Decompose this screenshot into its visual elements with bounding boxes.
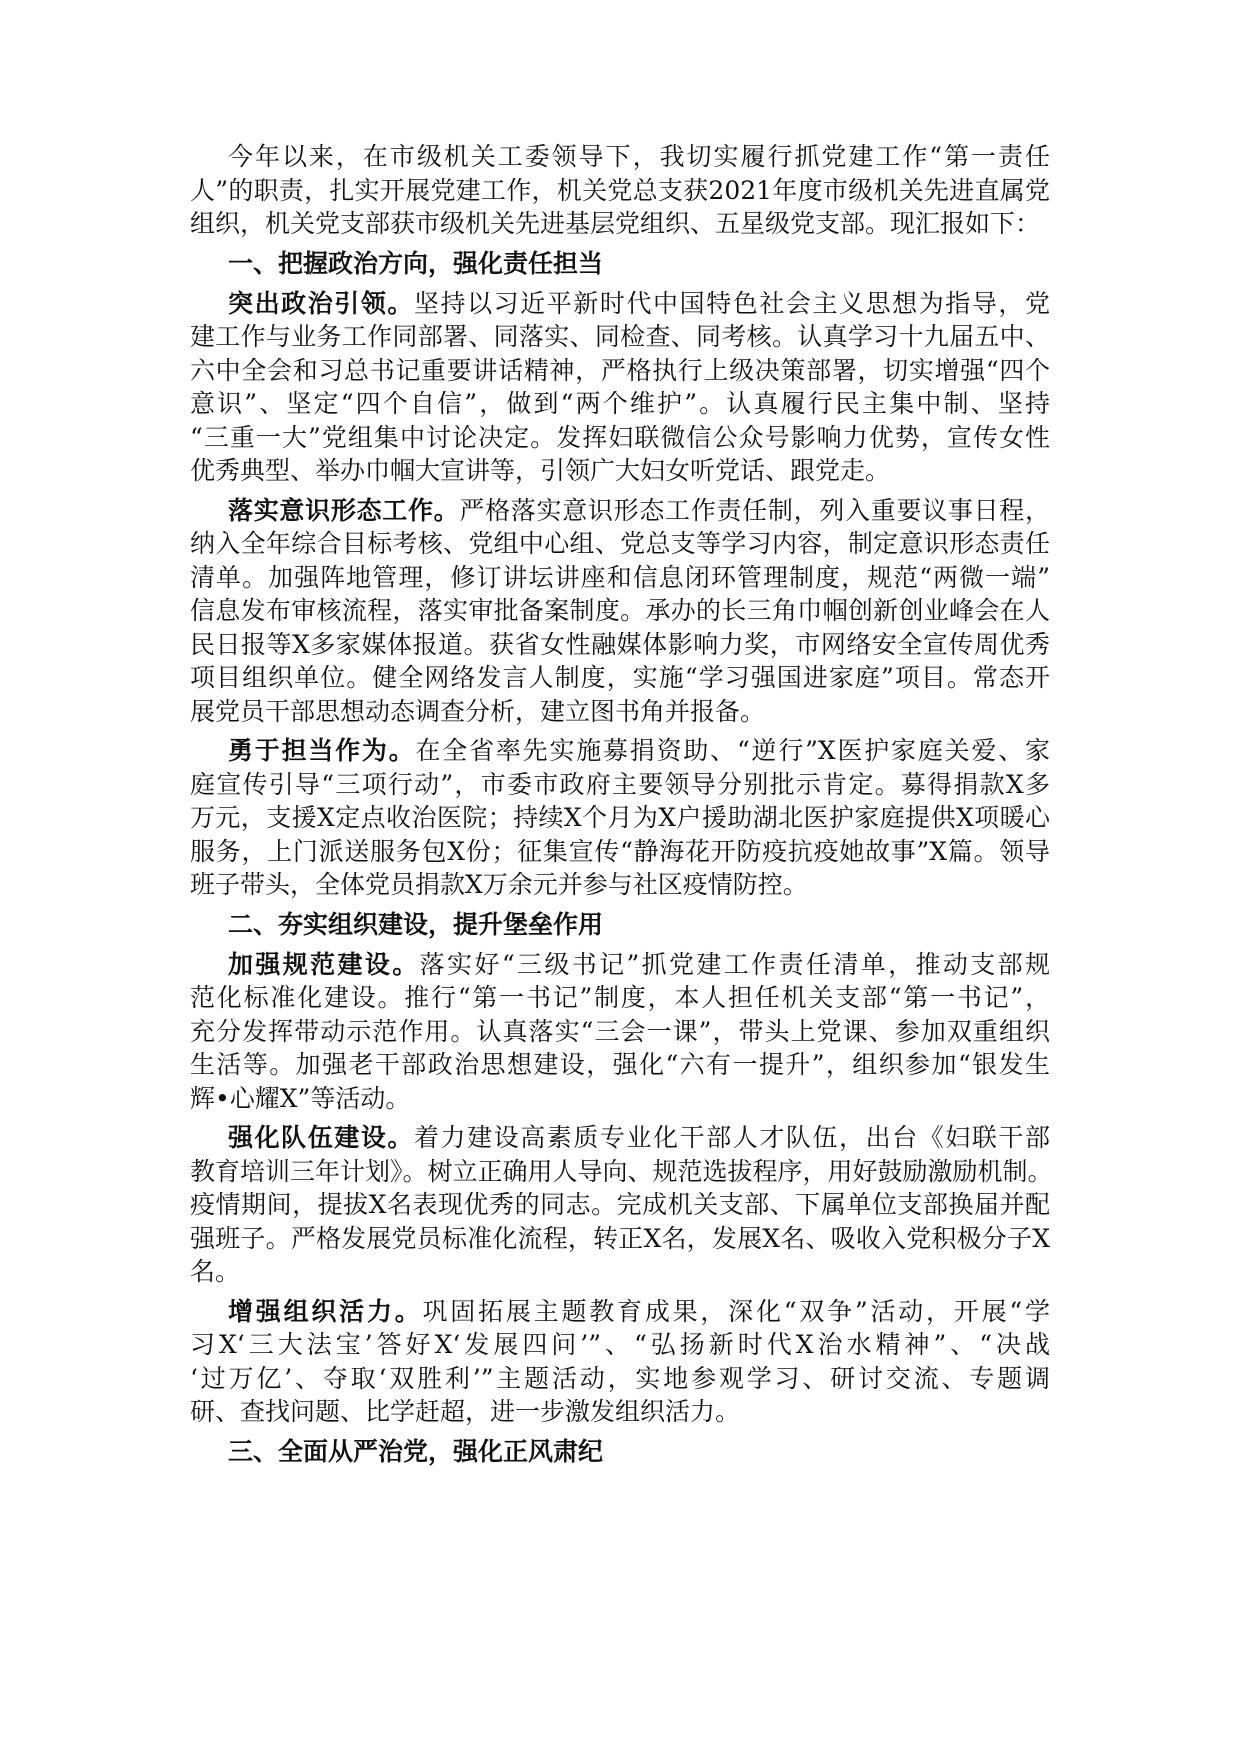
line-text: 组织，机关党支部获市级机关先进基层党组织、五星级党支部。现汇报如下： bbox=[190, 209, 1041, 238]
line-text: 建工作与业务工作同部署、同落实、同检查、同考核。认真学习十九届五中、 bbox=[190, 322, 1050, 351]
line-text: 六中全会和习总书记重要讲话精神，严格执行上级决策部署，切实增强“四个 bbox=[190, 355, 1050, 385]
text-line bbox=[190, 1328, 1050, 1362]
text-line bbox=[190, 454, 1050, 488]
paragraph bbox=[190, 140, 1050, 241]
text-line bbox=[190, 1255, 1050, 1289]
paragraph-lead: 加强规范建设。 bbox=[228, 949, 420, 979]
text-line bbox=[190, 695, 1050, 729]
line-text: 项目组织单位。健全网络发言人制度，实施“学习强国进家庭”项目。常态开 bbox=[190, 663, 1050, 692]
text-line bbox=[190, 628, 1050, 662]
text-line bbox=[190, 1222, 1050, 1256]
document-body bbox=[190, 140, 1053, 1469]
text-line bbox=[190, 1395, 1050, 1429]
text-line bbox=[190, 1362, 1050, 1396]
text-line bbox=[190, 868, 1050, 902]
section-heading-block bbox=[190, 908, 1050, 942]
paragraph-lead: 增强组织活力。 bbox=[228, 1296, 423, 1326]
line-text: ‘过万亿’、夺取‘双胜利’”主题活动，实地参观学习、研讨交流、专题调 bbox=[190, 1363, 1050, 1393]
line-text: 清单。加强阵地管理，修订讲坛讲座和信息闭环管理制度，规范“两微一端” bbox=[190, 562, 1050, 592]
line-text: 人”的职责，扎实开展党建工作，机关党总支获2021年度市级机关先进直属党 bbox=[190, 175, 1050, 205]
text-line bbox=[190, 421, 1050, 455]
paragraph bbox=[190, 494, 1050, 729]
line-text: 优秀典型、举办巾帼大宣讲等，引领广大妇女听党话、跟党走。 bbox=[190, 456, 891, 485]
text-line bbox=[190, 1082, 1050, 1116]
line-text: 强班子。严格发展党员标准化流程，转正X名，发展X名、吸收入党积极分子X bbox=[190, 1223, 1050, 1253]
line-text: 充分发挥带动示范作用。认真落实“三会一课”，带头上党课、参加双重组织 bbox=[190, 1016, 1050, 1046]
line-text: 范化标准化建设。推行“第一书记”制度，本人担任机关支部“第一书记”， bbox=[190, 983, 1050, 1012]
line-text: 展党员干部思想动态调查分析，建立图书角并报备。 bbox=[190, 696, 766, 726]
text-line bbox=[190, 354, 1050, 388]
text-line bbox=[190, 981, 1050, 1015]
text-line bbox=[190, 1015, 1050, 1049]
line-text: 民日报等X多家媒体报道。获省女性融媒体影响力奖，市网络安全宣传周优秀 bbox=[190, 629, 1050, 659]
line-text: 今年以来，在市级机关工委领导下，我切实履行抓党建工作“第一责任 bbox=[228, 142, 1050, 171]
text-line bbox=[190, 287, 1050, 321]
line-text: 在全省率先实施募捐资助、“逆行”X医护家庭关爱、家 bbox=[415, 736, 1050, 765]
section-heading: 三、全面从严治党，强化正风肃纪 bbox=[228, 1436, 604, 1466]
text-line bbox=[190, 1295, 1050, 1329]
paragraph-lead: 突出政治引领。 bbox=[228, 288, 414, 318]
text-line bbox=[190, 1048, 1050, 1082]
line-text: 班子带头，全体党员捐款X万余元并参与社区疫情防控。 bbox=[190, 870, 808, 899]
text-line bbox=[190, 140, 1050, 174]
line-text: 庭宣传引导“三项行动”，市委市政府主要领导分别批示肯定。募得捐款X多 bbox=[190, 769, 1050, 799]
line-text: 生活等。加强老干部政治思想建设，强化“六有一提升”，组织参加“银发生 bbox=[190, 1050, 1050, 1079]
paragraph-lead: 勇于担当作为。 bbox=[228, 736, 416, 765]
text-line bbox=[190, 801, 1050, 835]
line-text: 坚持以习近平新时代中国特色社会主义思想为指导，党 bbox=[413, 288, 1050, 318]
text-line bbox=[190, 561, 1050, 595]
line-text: 疫情期间，提拔X名表现优秀的同志。完成机关支部、下属单位支部换届并配 bbox=[190, 1190, 1050, 1219]
section-heading: 二、夯实组织建设，提升堡垒作用 bbox=[228, 909, 604, 939]
text-line bbox=[190, 1188, 1050, 1222]
text-line bbox=[190, 1121, 1050, 1155]
text-line bbox=[190, 1155, 1053, 1189]
line-text: 巩固拓展主题教育成果，深化“双争”活动，开展“学 bbox=[422, 1296, 1050, 1326]
line-text: “三重一大”党组集中讨论决定。发挥妇联微信公众号影响力优势，宣传女性 bbox=[190, 422, 1050, 452]
section-heading-block bbox=[190, 247, 1050, 281]
text-line bbox=[190, 174, 1050, 208]
paragraph-lead: 落实意识形态工作。 bbox=[228, 495, 460, 525]
line-text: 服务，上门派送服务包X份；征集宣传“静海花开防疫抗疫她故事”X篇。领导 bbox=[190, 836, 1050, 866]
line-text: 辉•心耀X”等活动。 bbox=[190, 1083, 411, 1113]
paragraph bbox=[190, 1295, 1050, 1429]
text-line bbox=[190, 320, 1050, 354]
line-text: 教育培训三年计划》。树立正确用人导向、规范选拔程序，用好鼓励激励机制。 bbox=[190, 1156, 1053, 1186]
text-line bbox=[190, 948, 1050, 982]
line-text: 名。 bbox=[190, 1257, 241, 1286]
line-text: 落实好“三级书记”抓党建工作责任清单，推动支部规 bbox=[419, 949, 1050, 979]
paragraph bbox=[190, 734, 1050, 902]
line-text: 习X‘三大法宝’答好X‘发展四问’”、“弘扬新时代X治水精神”、“决战 bbox=[190, 1330, 1050, 1359]
text-line bbox=[190, 594, 1050, 628]
line-text: 严格落实意识形态工作责任制，列入重要议事日程， bbox=[459, 495, 1050, 525]
paragraph-lead: 强化队伍建设。 bbox=[228, 1123, 414, 1152]
section-heading-block bbox=[190, 1435, 1050, 1469]
text-line bbox=[190, 494, 1050, 528]
text-line bbox=[190, 768, 1050, 802]
paragraph bbox=[190, 1121, 1053, 1289]
line-text: 意识”、坚定“四个自信”，做到“两个维护”。认真履行民主集中制、坚持 bbox=[190, 389, 1050, 418]
line-text: 信息发布审核流程，落实审批备案制度。承办的长三角巾帼创新创业峰会在人 bbox=[190, 596, 1050, 625]
line-text: 万元，支援X定点收治医院；持续X个月为X户援助湖北医护家庭提供X项暖心 bbox=[190, 803, 1050, 832]
section-heading: 一、把握政治方向，强化责任担当 bbox=[228, 248, 604, 278]
line-text: 着力建设高素质专业化干部人才队伍，出台《妇联干部 bbox=[413, 1123, 1050, 1152]
text-line bbox=[190, 835, 1050, 869]
line-text: 纳入全年综合目标考核、党组中心组、党总支等学习内容，制定意识形态责任 bbox=[190, 529, 1050, 558]
line-text: 研、查找问题、比学赶超，进一步激发组织活力。 bbox=[190, 1397, 741, 1426]
text-line bbox=[190, 734, 1050, 768]
paragraph bbox=[190, 287, 1050, 488]
paragraph bbox=[190, 948, 1050, 1116]
text-line bbox=[190, 387, 1050, 421]
text-line bbox=[190, 207, 1050, 241]
text-line bbox=[190, 527, 1050, 561]
text-line bbox=[190, 661, 1050, 695]
